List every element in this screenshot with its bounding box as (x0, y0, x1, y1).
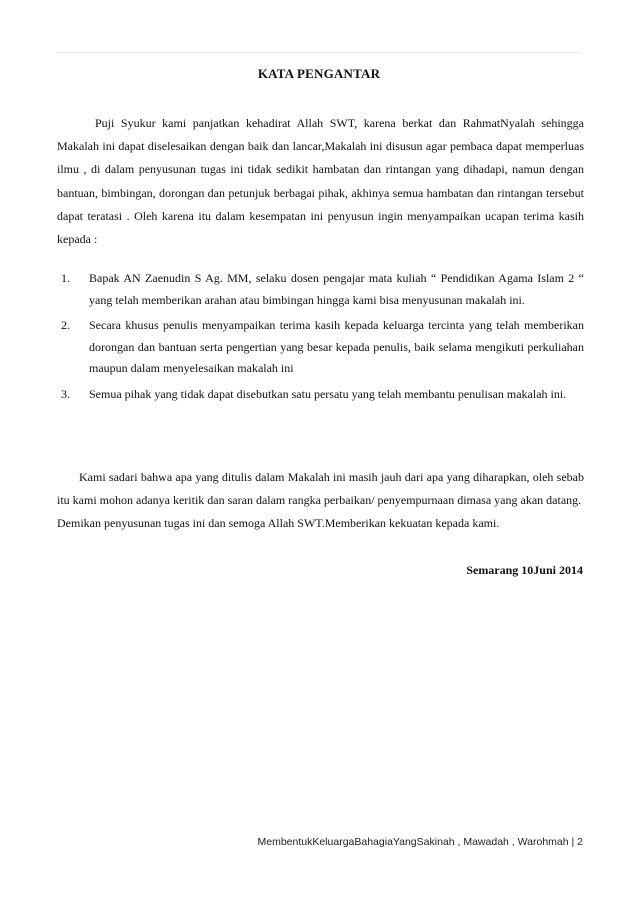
page-title: KATA PENGANTAR (257, 66, 381, 81)
header-rule (57, 52, 581, 53)
list-item (57, 268, 584, 311)
list-item-text: Semua pihak yang tidak dapat disebutkan satu persatu yang telah membantu penulisan makalah ini. (89, 386, 567, 401)
list-item (57, 384, 584, 406)
intro-paragraph: Puji Syukur kami panjatkan kehadirat Allah SWT, karena berkat dan RahmatNyalah sehingga Makalah ini dapat diselesaikan dengan baik dan lancar,Makalah ini disusun agar pembaca dapat memperluas ilmu , di dalam penyusunan tugas ini tidak sedikit hambatan dan rintangan yang dihadapi, namun dengan bantuan, bimbingan, dorongan dan petunjuk berbagai pihak, akhinya semua hambatan dan rintangan tersebut dapat teratasi . Oleh karena itu dalam kesempatan ini penyusun ingin menyampaikan ucapan terima kasih kepada : (57, 116, 584, 247)
closing-line: Demikan penyusunan tugas ini dan semoga Allah SWT.Memberikan kekuatan kepada kami. (57, 516, 500, 531)
closing-section (57, 466, 584, 536)
list-item-text: Secara khusus penulis menyampaikan terima kasih kepada keluarga tercinta yang telah memberikan dorongan dan bantuan serta pengertian yang besar kepada penulis, baik selama mengikuti perkuliahan maupun dalam menyelesaikan makalah ini (89, 318, 584, 375)
thanks-list (57, 268, 584, 409)
list-item-number: 1. (61, 271, 70, 285)
intro-section (57, 112, 584, 251)
list-item-number: 3. (61, 386, 70, 401)
list-item-number: 2. (61, 318, 70, 332)
signature-place-date: Semarang 10Juni 2014 (466, 563, 583, 577)
closing-paragraph: Kami sadari bahwa apa yang ditulis dalam Makalah ini masih jauh dari apa yang diharapkan, oleh sebab itu kami mohon adanya keritik dan saran dalam rangka perbaikan/ penyempurnaan dimasa yang akan datang. (57, 470, 584, 508)
list-item-text: Bapak AN Zaenudin S Ag. MM, selaku dosen pengajar mata kuliah “ Pendidikan Agama Islam 2 “ yang telah memberikan arahan atau bimbingan hingga kami bisa menyusunan makalah ini. (89, 271, 584, 307)
list-item (57, 315, 584, 380)
page-footer: MembentukKeluargaBahagiaYangSakinah , Mawadah , Warohmah | 2 (257, 836, 583, 848)
